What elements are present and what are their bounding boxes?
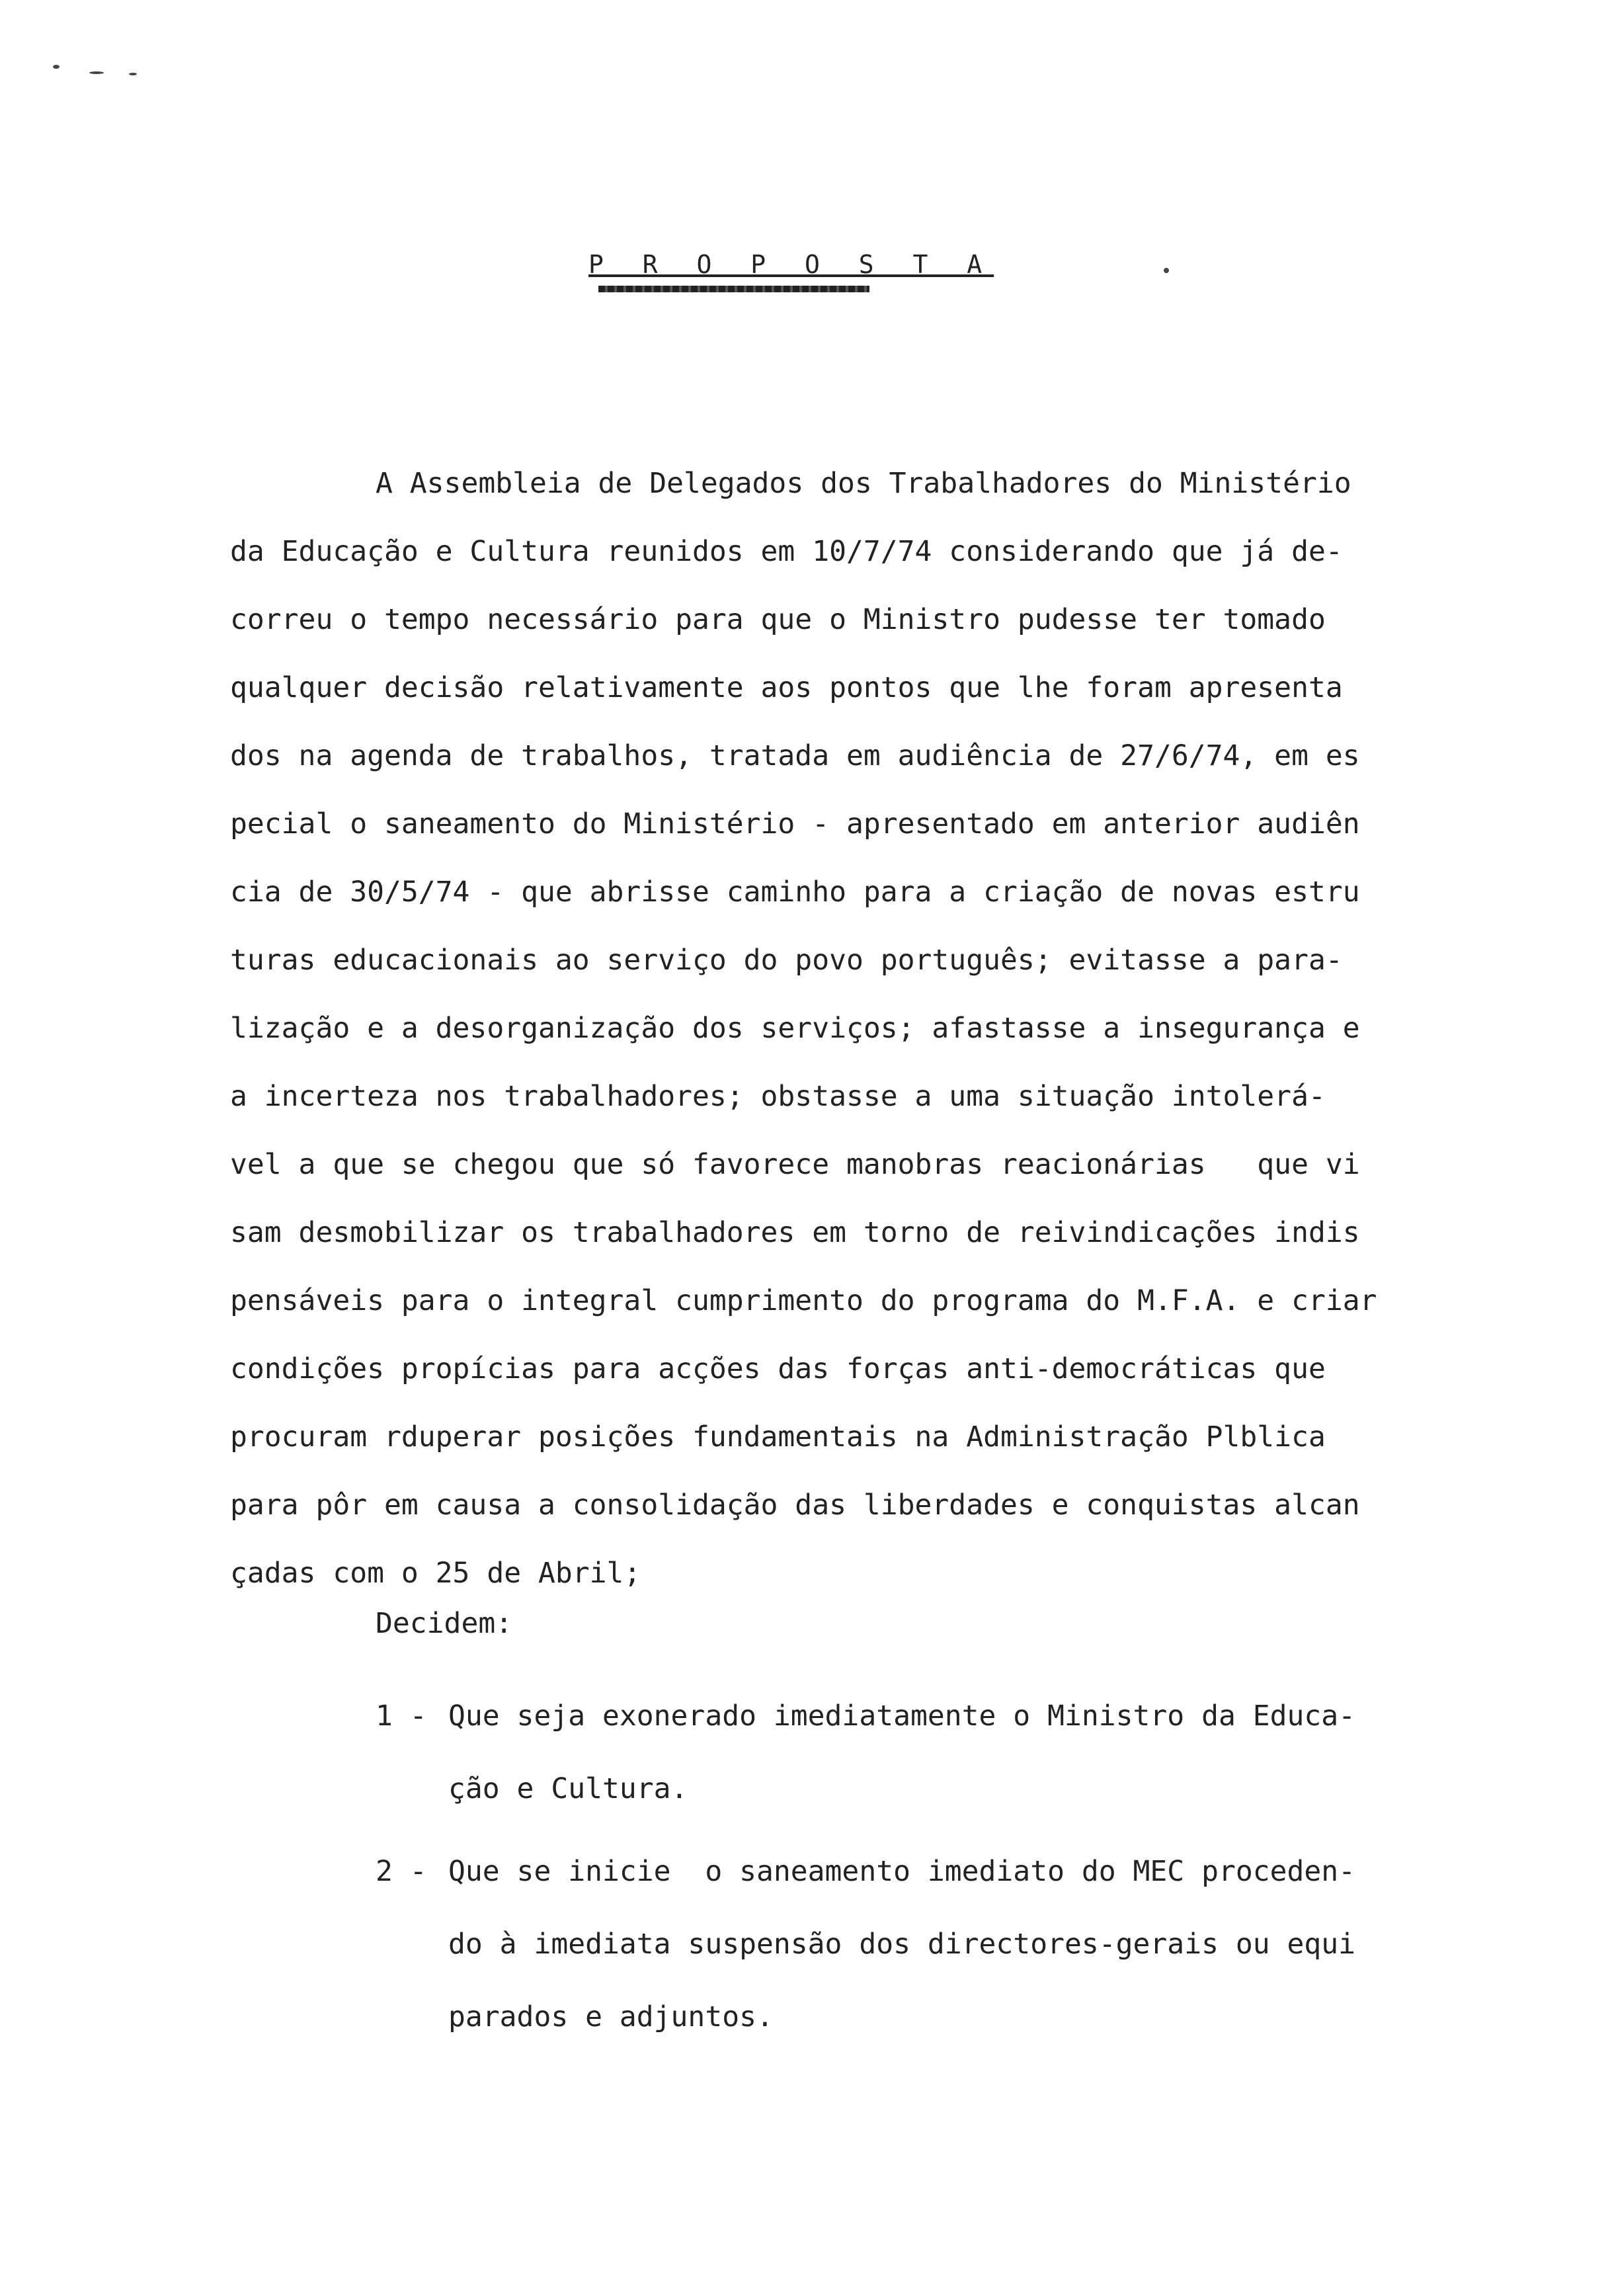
page-speck xyxy=(129,73,137,75)
item-text-continued: parados e adjuntos. xyxy=(448,2000,774,2033)
proposal-paragraph xyxy=(230,450,1408,1608)
paragraph-line: a incerteza nos trabalhadores; obstasse a uma situação intolerá- xyxy=(230,1080,1326,1113)
page-speck xyxy=(53,65,60,69)
paragraph-line: qualquer decisão relativamente aos pontos que lhe foram apresenta xyxy=(230,671,1343,704)
paragraph-line: para pôr em causa a consolidação das liberdades e conquistas alcan xyxy=(230,1489,1360,1522)
paragraph-line: procuram rduperar posições fundamentais na Administração Plblica xyxy=(230,1420,1326,1454)
paragraph-line: da Educação e Cultura reunidos em 10/7/74 considerando que já de- xyxy=(230,535,1343,568)
paragraph-line: çadas com o 25 de Abril; xyxy=(230,1557,641,1590)
item-text-continued: ção e Cultura. xyxy=(448,1772,688,1805)
paragraph-line: pecial o saneamento do Ministério - apresentado em anterior audiên xyxy=(230,807,1360,840)
item-text: Que seja exonerado imediatamente o Ministro da Educa- xyxy=(448,1700,1356,1733)
page-speck xyxy=(89,71,104,74)
item-text: Que se inicie o saneamento imediato do MEC proceden- xyxy=(448,1855,1356,1888)
decision-item-2 xyxy=(376,1835,1407,2053)
paragraph-line: sam desmobilizar os trabalhadores em torno de reivindicações indis xyxy=(230,1216,1360,1249)
item-number: 1 - xyxy=(376,1700,427,1733)
decidem-heading: Decidem: xyxy=(376,1607,513,1640)
paragraph-line: lização e a desorganização dos serviços; afastasse a insegurança e xyxy=(230,1012,1360,1045)
paragraph-line: dos na agenda de trabalhos, tratada em audiência de 27/6/74, em es xyxy=(230,739,1360,772)
decision-item-1 xyxy=(376,1680,1407,1825)
document-title: P R O P O S T A xyxy=(588,250,994,279)
paragraph-line: condições propícias para acções das forças anti-democráticas que xyxy=(230,1352,1326,1385)
paragraph-line: cia de 30/5/74 - que abrisse caminho para a criação de novas estru xyxy=(230,876,1360,909)
paragraph-line: A Assembleia de Delegados dos Trabalhadores do Ministério xyxy=(376,467,1351,500)
item-text-continued: do à imediata suspensão dos directores-gerais ou equi xyxy=(448,1928,1356,1961)
title-underline xyxy=(598,286,869,292)
paragraph-line: turas educacionais ao serviço do povo português; evitasse a para- xyxy=(230,944,1343,977)
paragraph-line: correu o tempo necessário para que o Ministro pudesse ter tomado xyxy=(230,603,1326,636)
paragraph-line: pensáveis para o integral cumprimento do programa do M.F.A. e criar xyxy=(230,1284,1377,1317)
page-speck xyxy=(1164,268,1169,273)
item-number: 2 - xyxy=(376,1855,427,1888)
paragraph-line: vel a que se chegou que só favorece manobras reacionárias que vi xyxy=(230,1148,1360,1181)
